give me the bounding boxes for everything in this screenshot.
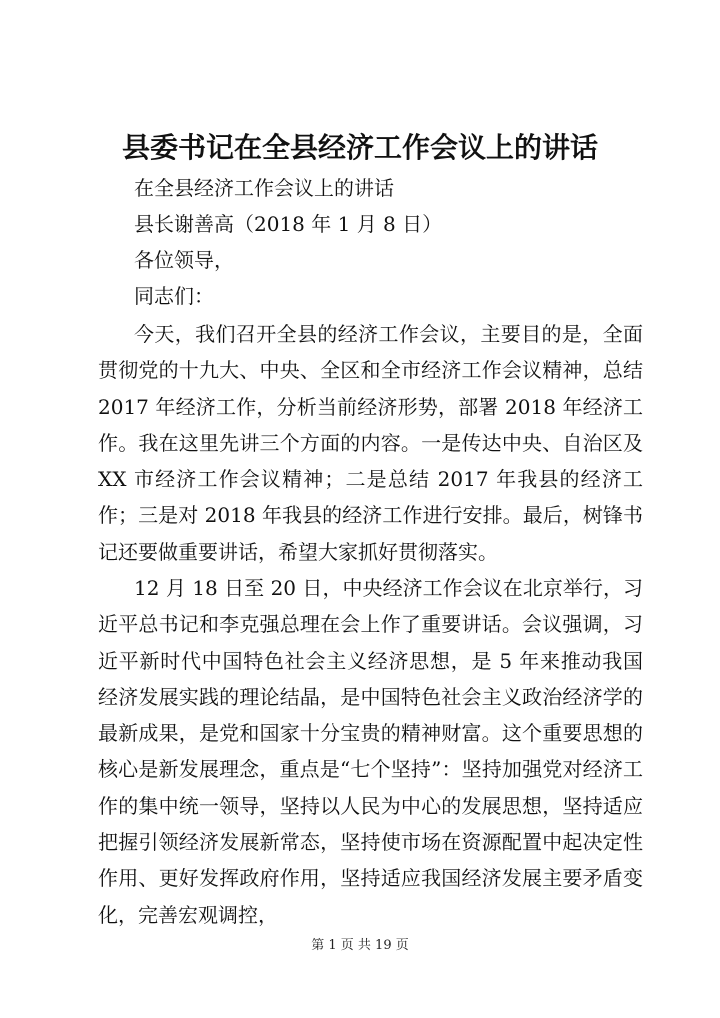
page-footer: 第 1 页 共 19 页 (311, 938, 409, 953)
speaker-line: 县长谢善高（2018 年 1 月 8 日） (134, 212, 443, 236)
document-subtitle: 在全县经济工作会议上的讲话 (134, 176, 394, 200)
body-paragraph-2: 12 月 18 日至 20 日，中央经济工作会议在北京举行，习近平总书记和李克强总理在会上作了重要讲话。会议强调，习近平新时代中国特色社会主义经济思想，是 5 年来推动我国经济发展实践的理论结晶，是中国特色社会主义政治经济学的最新成果，是党和国家十分宝贵的精神财富。这个重要思想的核心是新发展理念，重点是“七个坚持”：坚持加强党对经济工作的集中统一领导，坚持以人民为中心的发展思想，坚持适应把握引领经济发展新常态，坚持使市场在资源配置中起决定性作用、更好发挥政府作用，坚持适应我国经济发展主要矛盾变化，完善宏观调控， (98, 576, 643, 927)
body-paragraph-1: 今天，我们召开全县的经济工作会议，主要目的是，全面贯彻党的十九大、中央、全区和全市经济工作会议精神，总结 2017 年经济工作，分析当前经济形势，部署 2018 年经济工作。我在这里先讲三个方面的内容。一是传达中央、自治区及 XX 市经济工作会议精神；二是总结 2017 年我县的经济工作；三是对 2018 年我县的经济工作进行安排。最后，树锋书记还要做重要讲话，希望大家抓好贯彻落实。 (98, 322, 643, 564)
document-title: 县委书记在全县经济工作会议上的讲话 (121, 131, 598, 164)
salutation-leaders: 各位领导， (134, 248, 234, 272)
salutation-comrades: 同志们： (134, 284, 214, 308)
